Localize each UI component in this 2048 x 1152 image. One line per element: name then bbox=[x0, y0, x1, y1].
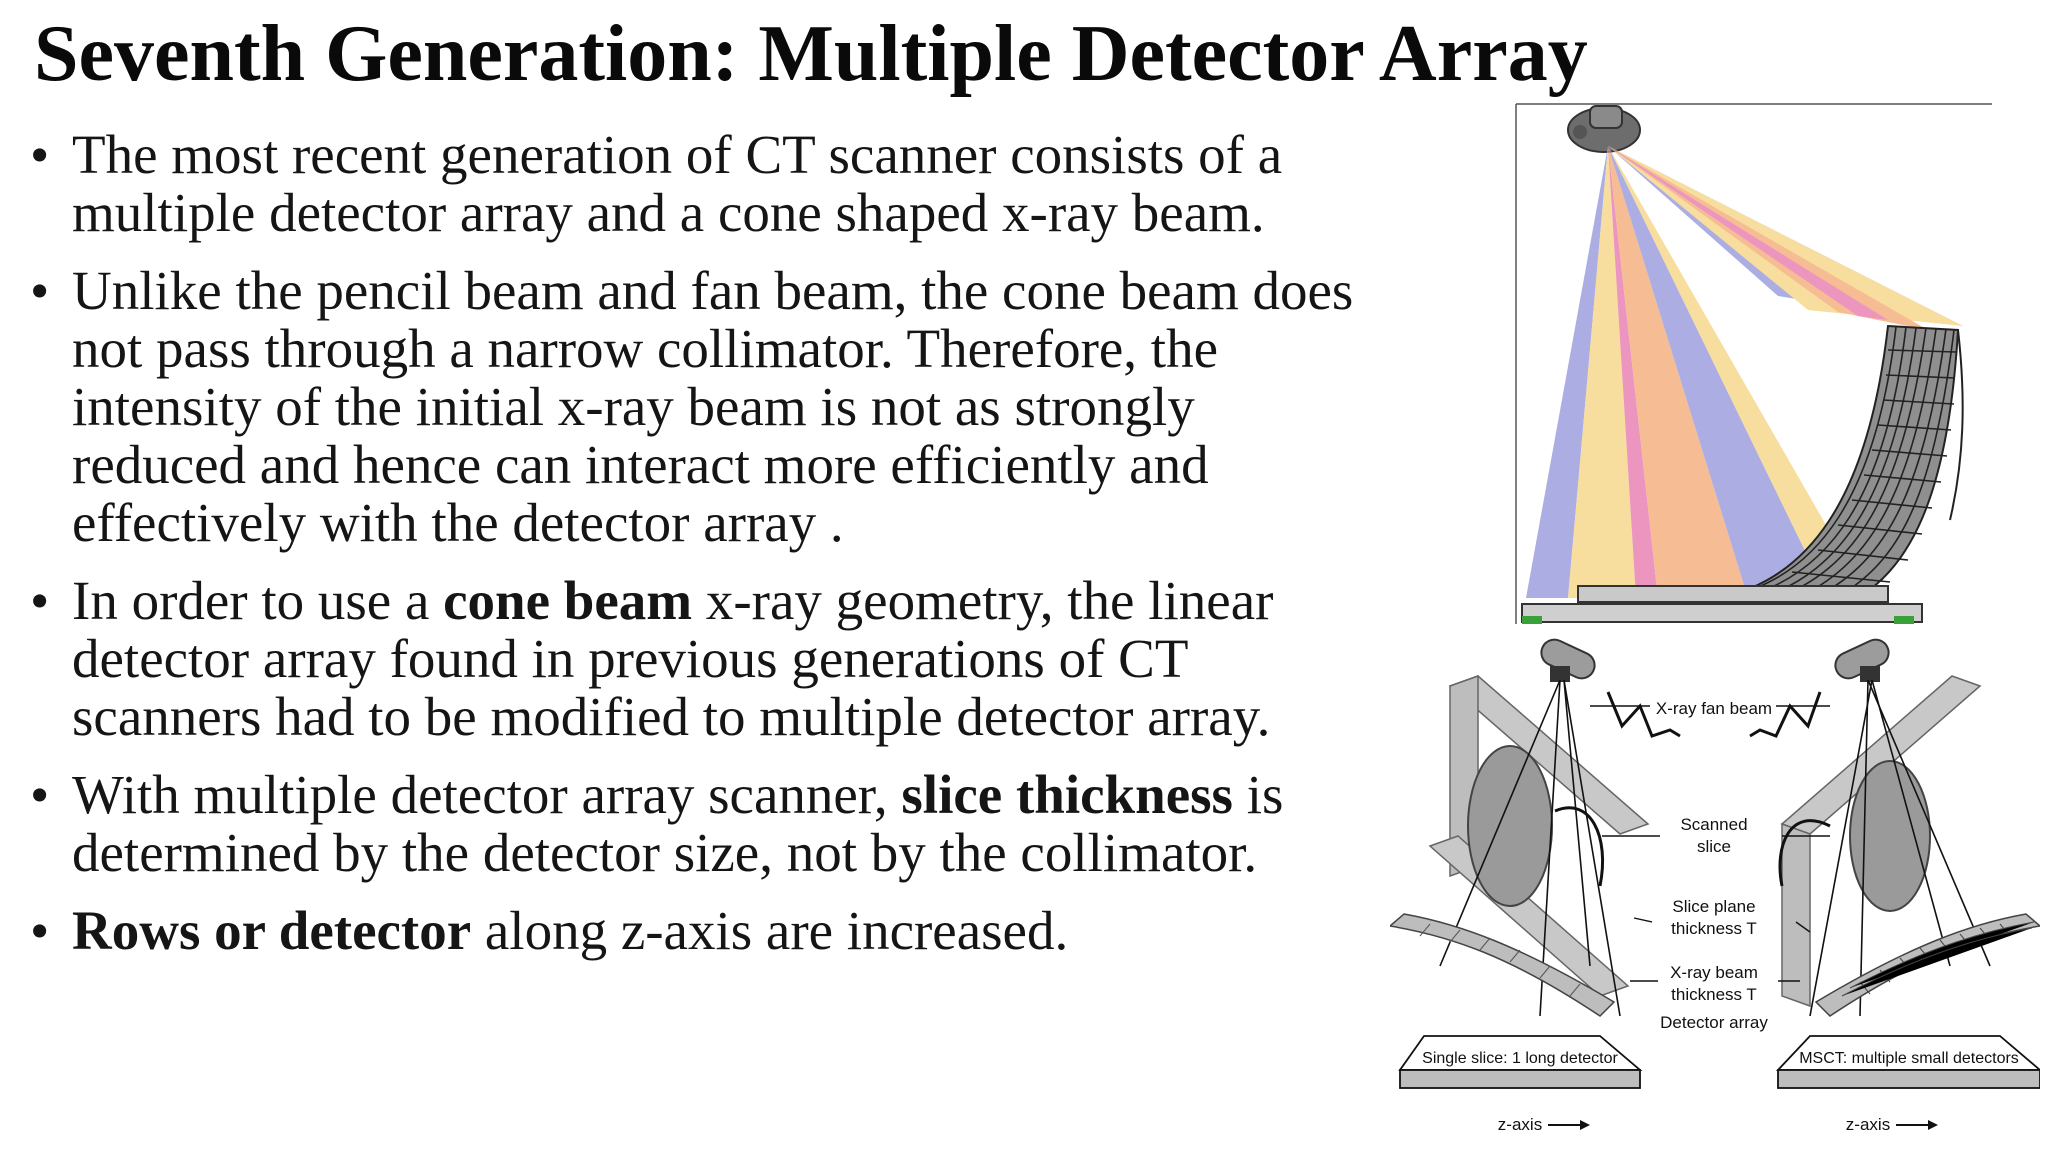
single-slice-label: Single slice: 1 long detector bbox=[1422, 1050, 1618, 1067]
bold-text: slice thickness bbox=[901, 764, 1233, 825]
msct-label: MSCT: multiple small detectors bbox=[1799, 1050, 2019, 1067]
slice-plane-label: Slice plane bbox=[1672, 897, 1756, 916]
bullet-item bbox=[30, 572, 1370, 746]
scanned-slice-label: Scanned bbox=[1680, 815, 1748, 834]
single-vs-msct-figure bbox=[1390, 636, 2040, 1146]
slice-plane-label: thickness T bbox=[1671, 919, 1757, 938]
text-run: along z-axis are increased. bbox=[471, 900, 1069, 961]
bold-text: cone beam bbox=[443, 570, 693, 631]
text-run: is determined by the detector size, not by the collimator. bbox=[72, 764, 1284, 883]
left-x-ray-tube-icon bbox=[1537, 636, 1599, 683]
bullet-item bbox=[30, 126, 1370, 242]
slide-title: Seventh Generation: Multiple Detector Array bbox=[34, 10, 1588, 98]
z-axis-label: z-axis bbox=[1845, 1115, 1891, 1134]
z-axis-arrowhead-icon bbox=[1928, 1120, 1938, 1130]
detector-base bbox=[1522, 586, 1922, 624]
text-run: The most recent generation of CT scanner consists of a multiple detector array and a cone shaped x-ray beam. bbox=[72, 124, 1283, 243]
scanned-slice-label: slice bbox=[1696, 837, 1732, 856]
text-run: In order to use a bbox=[72, 570, 444, 631]
fan-beam-label: X-ray fan beam bbox=[1655, 699, 1773, 718]
cone-beam-figure bbox=[1508, 100, 1998, 630]
z-axis-arrowhead-icon bbox=[1580, 1120, 1590, 1130]
bullet-item bbox=[30, 766, 1370, 882]
x-ray-tube-icon bbox=[1568, 106, 1640, 152]
text-run: x-ray geometry, the linear detector array found in previous generations of CT scanners had to be modified to multiple detector array. bbox=[72, 570, 1274, 747]
detector-array-label: Detector array bbox=[1660, 1013, 1768, 1032]
bullet-list bbox=[30, 126, 1370, 960]
bold-text: Rows or detector bbox=[72, 900, 472, 961]
z-axis-label: z-axis bbox=[1497, 1115, 1543, 1134]
right-x-ray-tube-icon bbox=[1831, 636, 1893, 683]
text-run: Unlike the pencil beam and fan beam, the cone beam does not pass through a narrow collimator. Therefore, the intensity of the initial x-ray beam is not as strongly reduced and hence can interact more efficiently and effectively with the detector array . bbox=[72, 260, 1354, 553]
x-ray-beam-label: thickness T bbox=[1671, 985, 1757, 1004]
bullet-item bbox=[30, 262, 1370, 552]
x-ray-beam-label: X-ray beam bbox=[1670, 963, 1758, 982]
bullet-item bbox=[30, 902, 1370, 960]
right-detector bbox=[1816, 914, 2040, 1016]
text-run: With multiple detector array scanner, bbox=[72, 764, 902, 825]
